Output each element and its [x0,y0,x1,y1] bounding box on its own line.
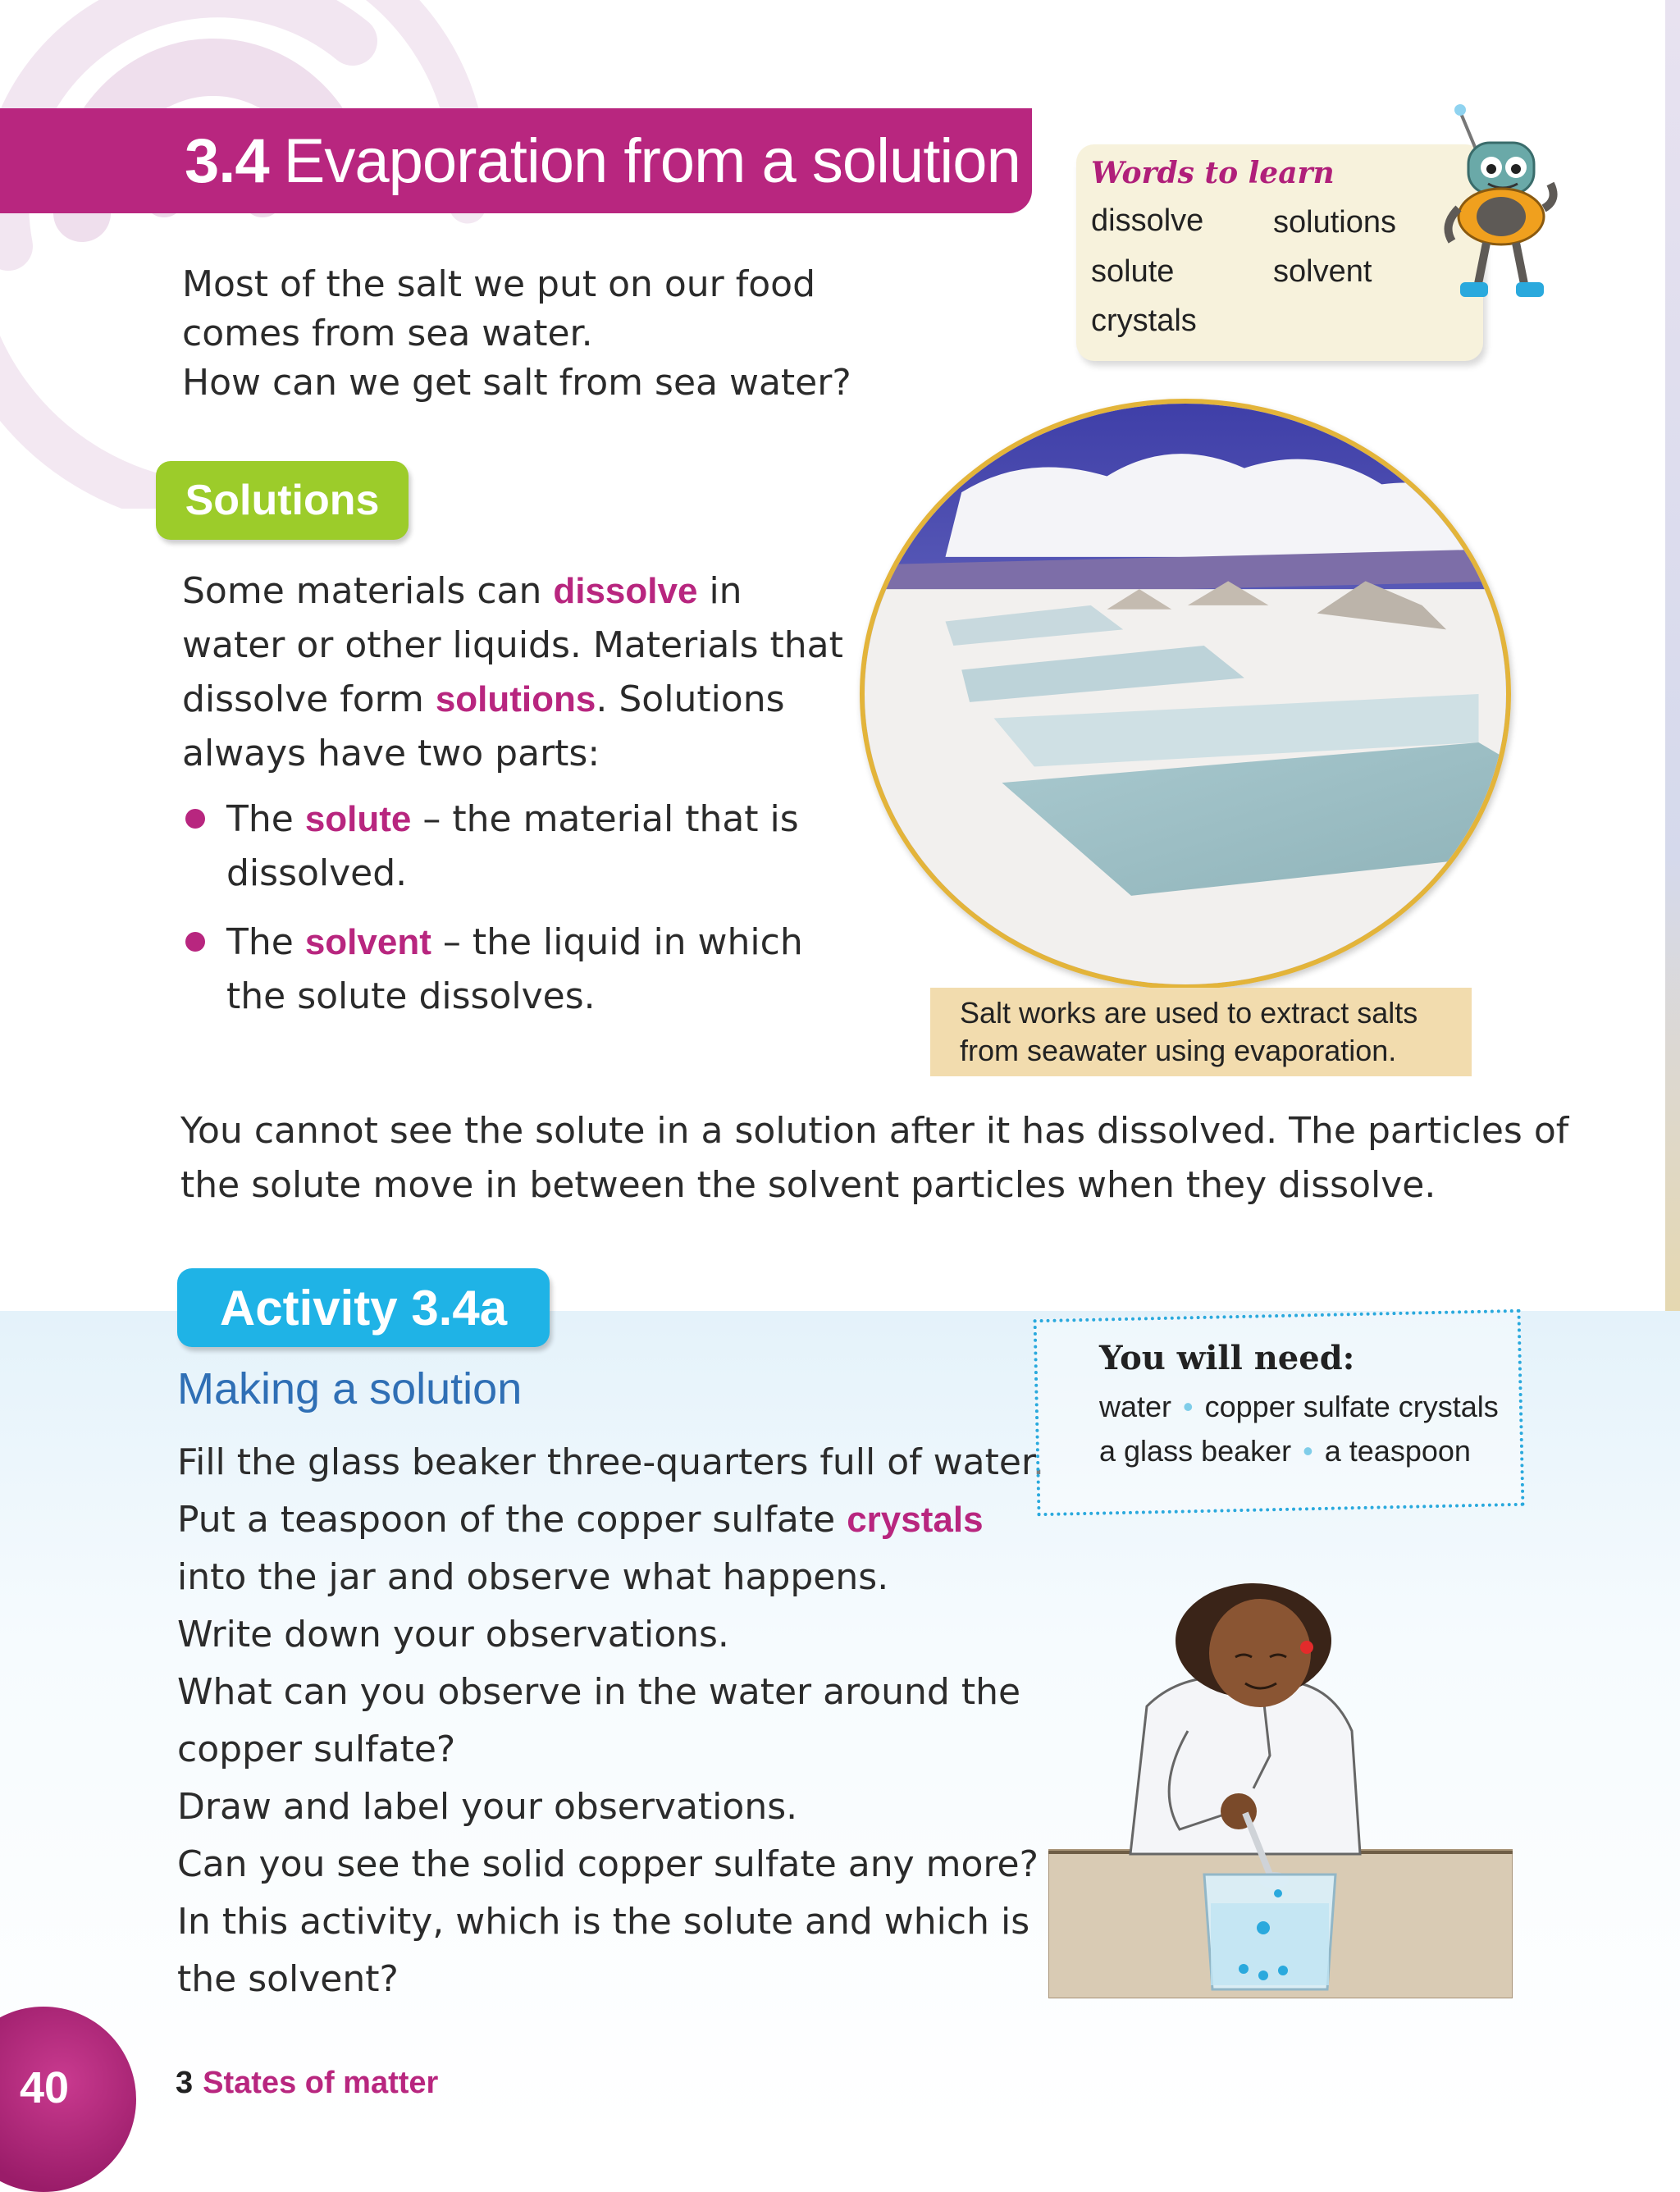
instruction-line: What can you observe in the water around the [177,1671,1021,1713]
student-with-beaker-illustration-icon [1048,1542,1513,1998]
keyword-dissolve: dissolve [553,571,698,611]
section-title: Evaporation from a solution [283,126,1020,196]
particles-paragraph [180,1104,1568,1212]
paragraph-line: the solute move in between the solvent particles when they dissolve. [180,1164,1436,1206]
text-run: Put a teaspoon of the copper sulfate [177,1499,847,1541]
text-run: . Solutions [596,678,785,720]
instruction-line: In this activity, which is the solute and which is [177,1901,1030,1943]
need-item: a glass beaker [1099,1434,1292,1468]
bullet-item-solvent [226,916,803,1024]
instruction-line: Fill the glass beaker three-quarters full of water. [177,1441,1044,1483]
bullet-line [226,792,799,847]
intro-line: Most of the salt we put on our food [182,263,816,305]
bullet-item-solute [226,792,799,901]
words-to-learn-title: Words to learn [1091,156,1335,190]
instruction-line: into the jar and observe what happens. [177,1556,889,1598]
instruction-line [177,1491,1044,1549]
photo-caption [960,994,1418,1070]
you-will-need-title: You will need: [1099,1339,1355,1377]
paragraph-line [182,564,843,619]
word-solutions: solutions [1273,205,1396,240]
keyword-solutions: solutions [435,679,596,719]
bullet-dot [185,932,205,952]
section-title-bar [0,108,1032,213]
robot-mascot-icon [1436,102,1559,315]
bullet-dot [185,809,205,829]
bullet-line: dissolved. [226,852,408,894]
caption-line: Salt works are used to extract salts [960,996,1418,1030]
need-line [1099,1390,1499,1424]
chapter-footer [176,2066,438,2101]
instruction-line: Draw and label your observations. [177,1786,798,1828]
word-solute: solute [1091,254,1175,289]
keyword-solvent: solvent [304,922,431,962]
need-item: a teaspoon [1324,1434,1471,1468]
page-number: 40 [20,2063,70,2112]
paragraph-line: You cannot see the solute in a solution after it has dissolved. The particles of [180,1110,1569,1152]
keyword-solute: solute [304,799,412,839]
paragraph-line: always have two parts: [182,733,600,774]
section-number: 3.4 [185,126,269,196]
need-line [1099,1434,1471,1468]
text-run: Some materials can [182,570,554,612]
text-run: The [226,798,305,840]
activity-tag: Activity 3.4a [177,1268,550,1347]
bullet-line: the solute dissolves. [226,975,596,1017]
need-item: copper sulfate crystals [1204,1390,1499,1423]
solutions-paragraph [182,564,843,781]
separator-dot-icon: • [1183,1390,1194,1423]
page-title [185,126,1020,197]
text-run: dissolve form [182,678,436,720]
intro-line: comes from sea water. [182,313,593,354]
text-run: – the liquid in which [431,921,803,963]
intro-paragraph [182,258,851,410]
activity-instructions [177,1434,1044,2008]
instruction-line: the solvent? [177,1958,399,2000]
chapter-title: States of matter [203,2066,439,2100]
text-run: in [697,570,742,612]
salt-works-photo [860,399,1511,989]
paragraph-line: water or other liquids. Materials that [182,624,843,666]
text-run: – the material that is [411,798,799,840]
keyword-crystals: crystals [847,1500,984,1540]
intro-line: How can we get salt from sea water? [182,362,851,404]
instruction-line: Can you see the solid copper sulfate any more? [177,1843,1039,1885]
solutions-heading: Solutions [156,461,409,540]
text-run: The [226,921,305,963]
word-solvent: solvent [1273,254,1372,289]
separator-dot-icon: • [1303,1434,1313,1468]
word-dissolve: dissolve [1091,203,1204,238]
swirl-decoration-icon [0,0,525,509]
bullet-line [226,916,803,970]
paragraph-line [182,673,843,727]
instruction-line: copper sulfate? [177,1728,456,1770]
caption-line: from seawater using evaporation. [960,1034,1397,1067]
instruction-line: Write down your observations. [177,1614,729,1655]
need-item: water [1099,1390,1172,1423]
chapter-number: 3 [176,2066,194,2100]
activity-subheading: Making a solution [177,1364,523,1413]
word-crystals: crystals [1091,304,1197,338]
salt-pans-illustration-icon [865,404,1506,984]
